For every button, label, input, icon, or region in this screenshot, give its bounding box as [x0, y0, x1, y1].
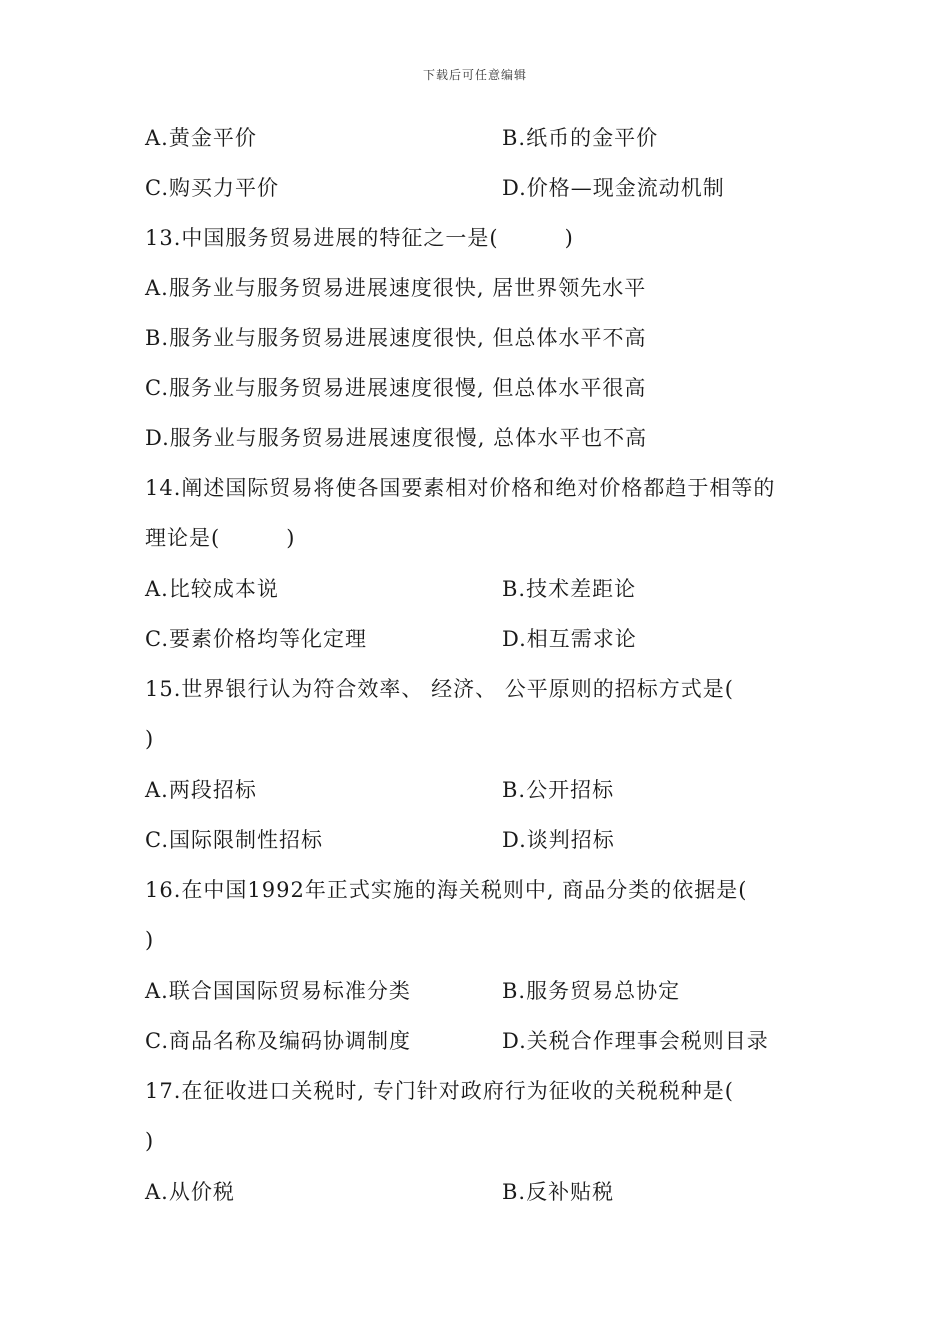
q12-option-b: B.纸币的金平价 [502, 126, 659, 150]
q13-option-a: A.服务业与服务贸易进展速度很快, 居世界领先水平 [145, 276, 647, 300]
q13-stem: 13.中国服务贸易进展的特征之一是( ) [145, 226, 574, 250]
q14-option-b: B.技术差距论 [502, 577, 637, 601]
q12-option-c: C.购买力平价 [145, 176, 279, 200]
q16-option-d: D.关税合作理事会税则目录 [502, 1029, 769, 1053]
q16-stem-line2: ) [145, 928, 155, 952]
q14-stem-line2: 理论是( ) [145, 526, 296, 550]
q15-option-d: D.谈判招标 [502, 828, 615, 852]
q15-option-b: B.公开招标 [502, 778, 615, 802]
q13-option-d: D.服务业与服务贸易进展速度很慢, 总体水平也不高 [145, 426, 648, 450]
q14-option-d: D.相互需求论 [502, 627, 637, 651]
q17-option-b: B.反补贴税 [502, 1180, 615, 1204]
q16-option-b: B.服务贸易总协定 [502, 979, 681, 1003]
page-header: 下载后可任意编辑 [422, 68, 527, 82]
q17-stem-line2: ) [145, 1129, 155, 1153]
q16-option-a: A.联合国国际贸易标准分类 [145, 979, 411, 1003]
q14-option-c: C.要素价格均等化定理 [145, 627, 367, 651]
q15-option-a: A.两段招标 [145, 778, 257, 802]
q12-option-a: A.黄金平价 [145, 126, 257, 150]
q14-stem-line1: 14.阐述国际贸易将使各国要素相对价格和绝对价格都趋于相等的 [145, 476, 776, 500]
q15-option-c: C.国际限制性招标 [145, 828, 323, 852]
q15-stem-line2: ) [145, 727, 155, 751]
q13-option-c: C.服务业与服务贸易进展速度很慢, 但总体水平很高 [145, 376, 647, 400]
q12-option-d: D.价格—现金流动机制 [502, 176, 725, 200]
q15-stem-line1: 15.世界银行认为符合效率、 经济、 公平原则的招标方式是( [145, 677, 734, 701]
q13-option-b: B.服务业与服务贸易进展速度很快, 但总体水平不高 [145, 326, 647, 350]
q16-option-c: C.商品名称及编码协调制度 [145, 1029, 411, 1053]
q17-stem-line1: 17.在征收进口关税时, 专门针对政府行为征收的关税税种是( [145, 1079, 734, 1103]
q17-option-a: A.从价税 [145, 1180, 235, 1204]
q14-option-a: A.比较成本说 [145, 577, 279, 601]
q16-stem-line1: 16.在中国1992年正式实施的海关税则中, 商品分类的依据是( [145, 878, 748, 902]
